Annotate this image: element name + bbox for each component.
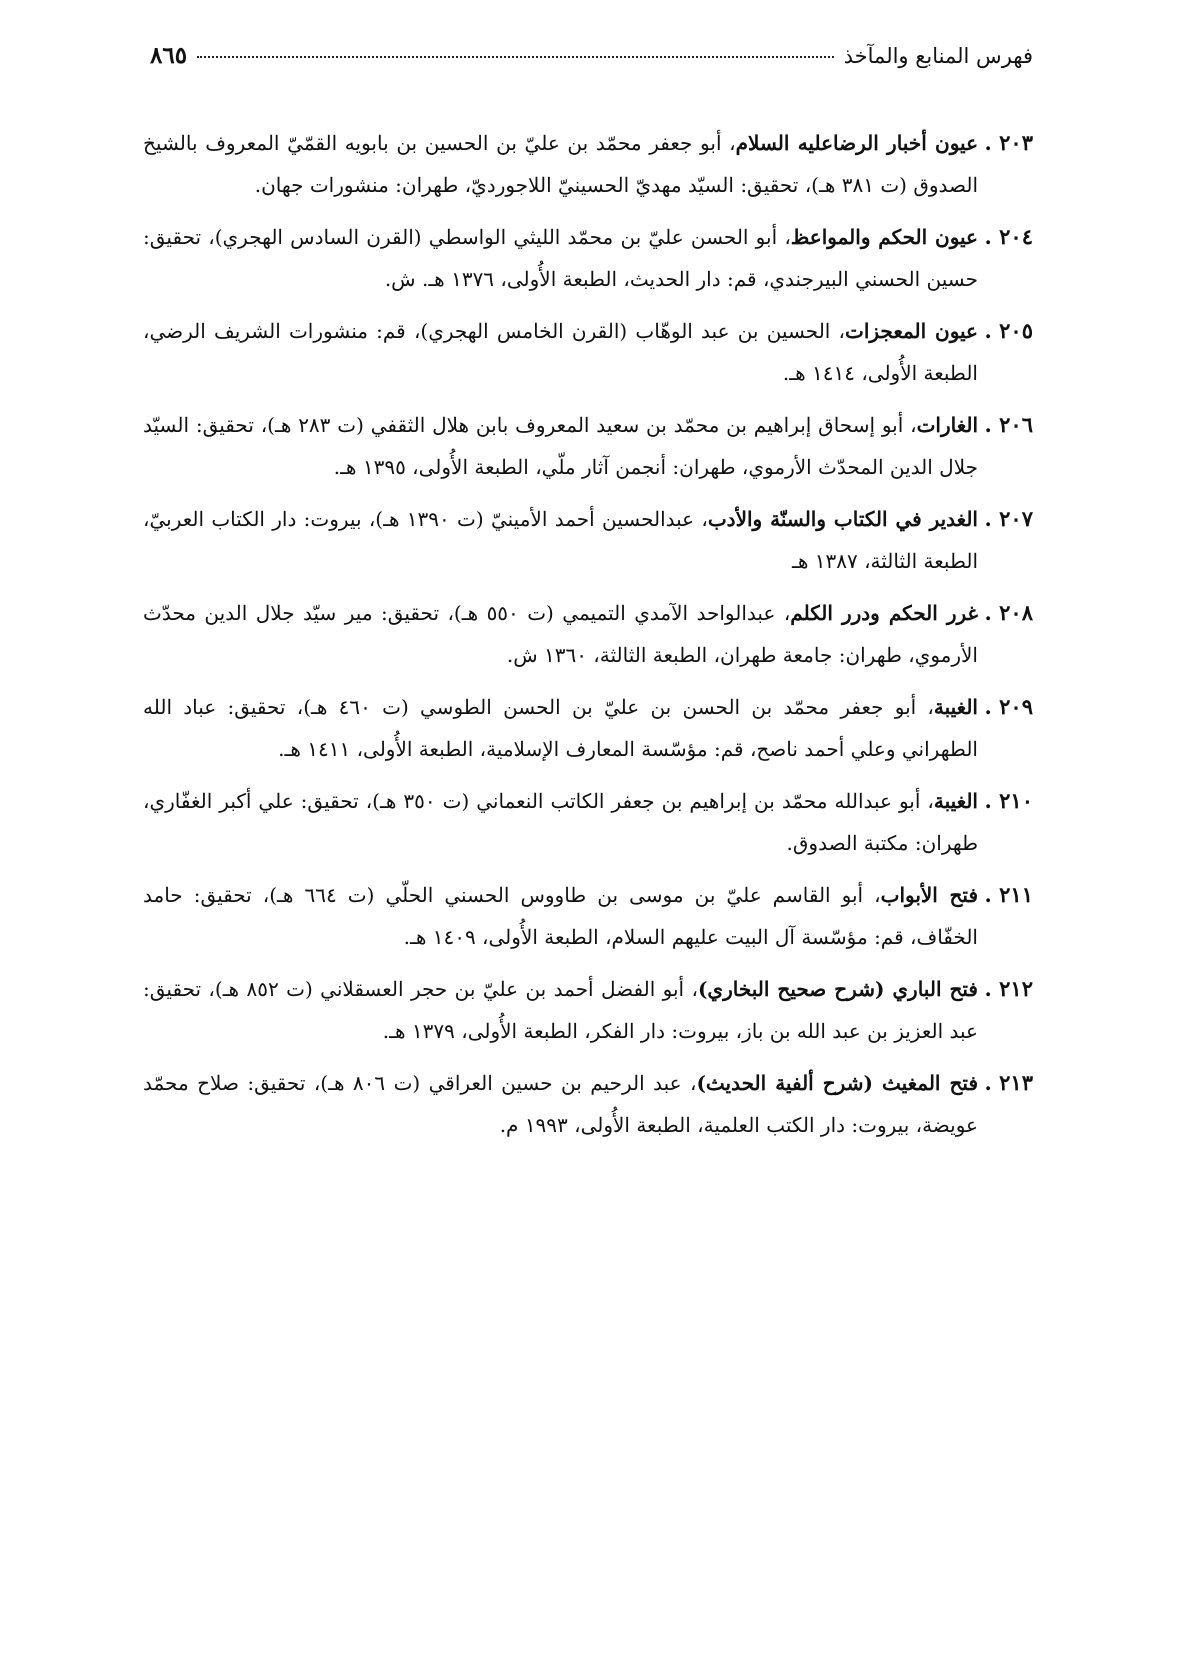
entry-details: ، عبد الرحيم بن حسين العراقي (ت ٨٠٦ هـ)، تحقيق: صلاح محمّد عويضة، بيروت: دار الكتب العلمية، الطبعة الأُولى، ١٩٩٣ م. xyxy=(143,1071,978,1137)
running-header xyxy=(150,42,1033,82)
entry-number: ٢٠٧ . xyxy=(984,506,1033,531)
entry-number: ٢١٢ . xyxy=(984,976,1033,1001)
entry-title: عيون أخبار الرضاعليه السلام xyxy=(735,131,979,155)
entry-number: ٢١٣ . xyxy=(984,1070,1033,1095)
page-number: ٨٦٥ xyxy=(150,42,188,69)
entry-title: الغارات xyxy=(916,413,978,437)
entry-number: ٢٠٤ . xyxy=(984,224,1033,249)
entry-number: ٢٠٦ . xyxy=(984,412,1033,437)
running-title: فهرس المنابع والمآخذ xyxy=(843,44,1033,68)
entry-title: الغيبة xyxy=(933,695,978,719)
bibliography-entry xyxy=(143,404,1033,488)
entry-details: ، أبو جعفر محمّد بن الحسن بن عليّ بن الحسن الطوسي (ت ٤٦٠ هـ)، تحقيق: عباد الله الطهراني وعلي أحمد ناصح، قم: مؤسّسة المعارف الإسلامية، الطبعة الأُولى، ١٤١١ هـ. xyxy=(143,695,978,761)
entry-number: ٢٠٩ . xyxy=(984,694,1033,719)
entry-details: ، أبو عبدالله محمّد بن إبراهيم بن جعفر الكاتب النعماني (ت ٣٥٠ هـ)، تحقيق: علي أكبر الغفّاري، طهران: مكتبة الصدوق. xyxy=(143,789,978,855)
dotted-leader xyxy=(197,56,834,58)
entry-details: ، أبو جعفر محمّد بن عليّ بن الحسين بن بابويه القمّيّ المعروف بالشيخ الصدوق (ت ٣٨١ هـ)، تحقيق: السيّد مهديّ الحسينيّ اللاجورديّ، طهران: منشورات جهان. xyxy=(143,131,978,197)
entry-details: ، أبو القاسم عليّ بن موسى بن طاووس الحسني الحلّي (ت ٦٦٤ هـ)، تحقيق: حامد الخفّاف، قم: مؤسّسة آل البيت عليهم السلام، الطبعة الأُولى، ١٤٠٩ هـ. xyxy=(143,883,978,949)
bibliography-entry xyxy=(143,122,1033,206)
bibliography-entry xyxy=(143,1062,1033,1146)
bibliography-entry xyxy=(143,780,1033,864)
entry-details: ، أبو إسحاق إبراهيم بن محمّد بن سعيد المعروف بابن هلال الثقفي (ت ٢٨٣ هـ)، تحقيق: السيّد جلال الدين المحدّث الأرموي، طهران: أنجمن آثار ملّي، الطبعة الأُولى، ١٣٩٥ هـ. xyxy=(143,413,978,479)
bibliography-entry xyxy=(143,592,1033,676)
entry-details: ، الحسين بن عبد الوهّاب (القرن الخامس الهجري)، قم: منشورات الشريف الرضي، الطبعة الأُولى، ١٤١٤ هـ. xyxy=(143,319,978,385)
entry-details: ، أبو الفضل أحمد بن عليّ بن حجر العسقلاني (ت ٨٥٢ هـ)، تحقيق: عبد العزيز بن عبد الله بن باز، بيروت: دار الفكر، الطبعة الأُولى، ١٣٧٩ هـ. xyxy=(143,977,978,1043)
entry-number: ٢٠٥ . xyxy=(984,318,1033,343)
entry-title: الغيبة xyxy=(933,789,978,813)
entry-number: ٢٠٨ . xyxy=(984,600,1033,625)
entry-number: ٢٠٣ . xyxy=(984,130,1033,155)
entry-details: ، عبدالحسين أحمد الأمينيّ (ت ١٣٩٠ هـ)، بيروت: دار الكتاب العربيّ، الطبعة الثالثة، ١٣٨٧ هـ xyxy=(143,507,978,573)
bibliography-entry xyxy=(143,498,1033,582)
entry-title: فتح الأبواب xyxy=(880,883,979,907)
entry-number: ٢١٠ . xyxy=(984,788,1033,813)
entry-title: الغدير في الكتاب والسنّة والأدب xyxy=(707,507,978,531)
bibliography-entry xyxy=(143,968,1033,1052)
entry-number: ٢١١ . xyxy=(984,882,1033,907)
bibliography-list xyxy=(143,122,1033,1156)
entry-details: ، عبدالواحد الآمدي التميمي (ت ٥٥٠ هـ)، تحقيق: مير سيّد جلال الدين محدّث الأرموي، طهران: جامعة طهران، الطبعة الثالثة، ١٣٦٠ ش. xyxy=(143,601,978,667)
entry-title: غرر الحكم ودرر الكلم xyxy=(790,601,978,625)
bibliography-entry xyxy=(143,686,1033,770)
bibliography-entry xyxy=(143,216,1033,300)
bibliography-entry xyxy=(143,310,1033,394)
entry-title: فتح الباري (شرح صحيح البخاري) xyxy=(697,977,978,1001)
entry-title: فتح المغيث (شرح ألفية الحديث) xyxy=(696,1071,979,1095)
entry-title: عيون المعجزات xyxy=(845,319,978,343)
bibliography-entry xyxy=(143,874,1033,958)
entry-title: عيون الحكم والمواعظ xyxy=(790,225,978,249)
entry-details: ، أبو الحسن عليّ بن محمّد الليثي الواسطي (القرن السادس الهجري)، تحقيق: حسين الحسني البيرجندي، قم: دار الحديث، الطبعة الأُولى، ١٣٧٦ هـ. ش. xyxy=(143,225,978,291)
